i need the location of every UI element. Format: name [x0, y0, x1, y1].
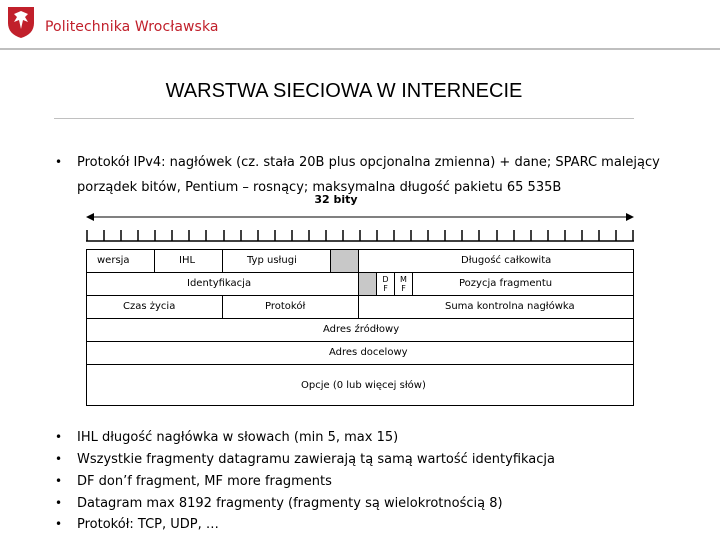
intro-line-1: Protokół IPv4: nagłówek (cz. stała 20B plus opcjonalna zmienna) + dane; SPARC malejący	[77, 155, 660, 170]
cell-identyfikacja: Identyfikacja	[87, 273, 359, 295]
header-row-6	[86, 364, 634, 406]
cell-pozycja-fragmentu: Pozycja fragmentu	[459, 278, 553, 289]
header-divider	[0, 48, 720, 50]
bullet-glyph: •	[55, 155, 63, 169]
header-row-4	[86, 318, 634, 342]
slide-title: WARSTWA SIECIOWA W INTERNECIE	[165, 80, 523, 102]
bit-width-label: 32 bity	[314, 193, 358, 206]
bullet-item: • DF don’f fragment, MF more fragments	[55, 474, 332, 489]
header-row-5	[86, 341, 634, 365]
header-row-3	[86, 295, 634, 319]
cell-df-flag: D F	[377, 273, 395, 295]
header	[0, 0, 720, 56]
cell-reserved	[331, 250, 359, 272]
bullet-item: • Datagram max 8192 fragmenty (fragmenty są wielokrotnością 8)	[55, 496, 503, 511]
cell-dlugosc-calkowita: Długość całkowita	[461, 255, 552, 266]
cell-mf-flag: M F	[395, 273, 413, 295]
cell-czas-zycia: Czas życia	[87, 296, 223, 318]
intro-bullet	[55, 150, 695, 200]
cell-ihl: IHL	[155, 250, 223, 272]
header-row-2	[86, 272, 634, 296]
bullet-item: • Protokół: TCP, UDP, …	[55, 517, 219, 532]
intro-line-2: porządek bitów, Pentium – rosnący; maksymalna długość pakietu 65 535B	[77, 180, 562, 195]
cell-protokol: Protokół	[223, 296, 359, 318]
bullet-item: • Wszystkie fragmenty datagramu zawierają tą samą wartość identyfikacja	[55, 452, 555, 467]
title-area	[54, 66, 634, 120]
bit-ruler	[86, 210, 634, 242]
cell-adres-docelowy: Adres docelowy	[329, 347, 408, 358]
cell-adres-zrodlowy: Adres źródłowy	[323, 324, 400, 335]
cell-typ-uslugi: Typ usługi	[223, 250, 331, 272]
eagle-shield-icon	[6, 5, 36, 39]
cell-wersja: wersja	[87, 250, 155, 272]
bullet-item: • IHL długość nagłówka w słowach (min 5, max 15)	[55, 430, 399, 445]
cell-flag-reserved	[359, 273, 377, 295]
cell-opcje: Opcje (0 lub więcej słów)	[301, 380, 426, 391]
cell-suma-kontrolna: Suma kontrolna nagłówka	[445, 301, 575, 312]
title-divider	[54, 118, 634, 119]
header-row-1	[86, 249, 634, 273]
brand-name: Politechnika Wrocławska	[45, 19, 219, 35]
